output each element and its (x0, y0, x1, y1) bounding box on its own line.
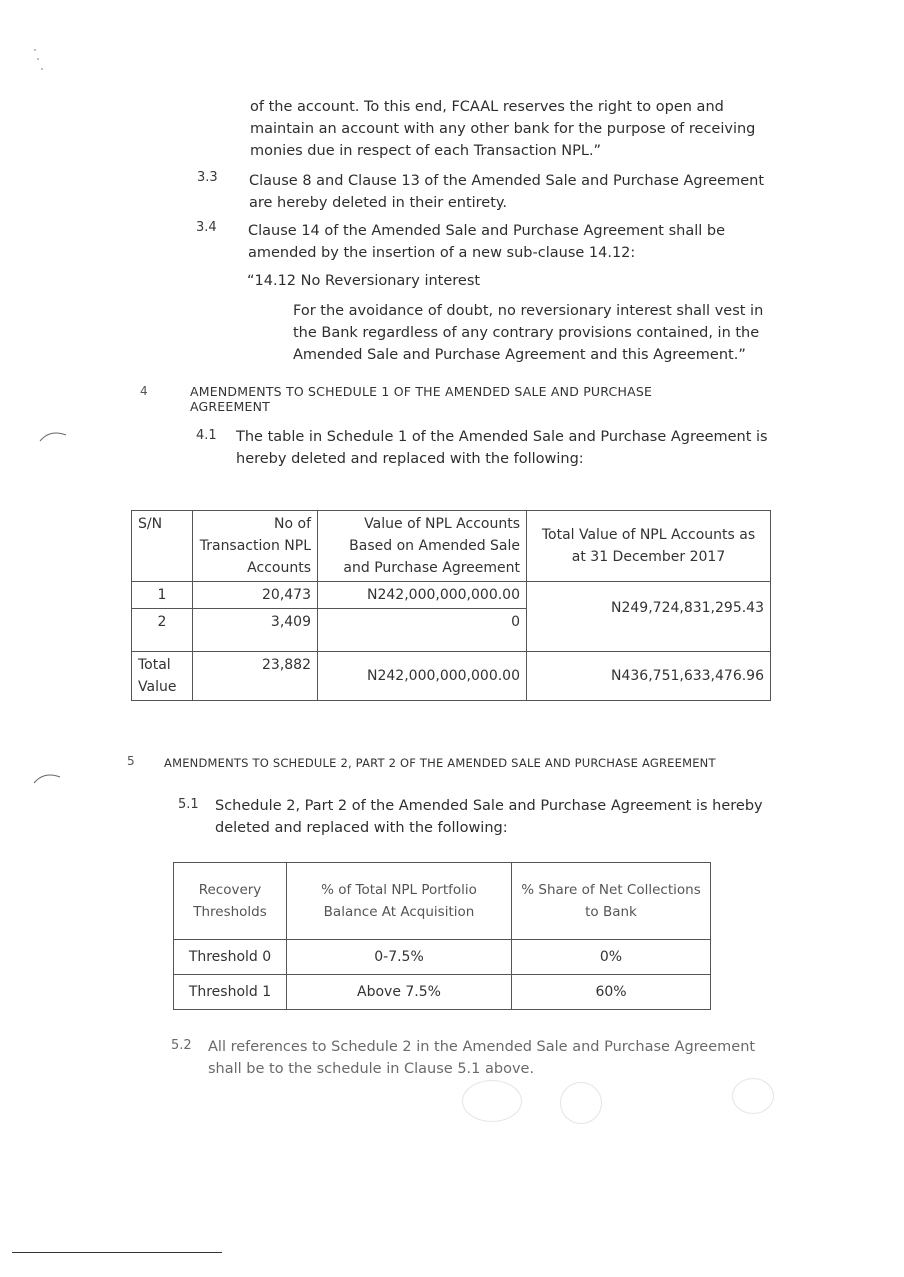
table-row (174, 975, 711, 1010)
row-1-total-value: N249,724,831,295.43 (527, 582, 771, 652)
header-recovery-thresholds: Recovery Thresholds (174, 863, 287, 940)
margin-mark-2 (32, 770, 62, 789)
initial-mark-3 (732, 1078, 774, 1114)
total-npl-value: N242,000,000,000.00 (318, 652, 527, 701)
schedule-1-header-row (132, 511, 771, 582)
margin-mark-2-graphic (32, 771, 62, 785)
clause-5-1-number: 5.1 (178, 797, 199, 812)
clause-5-2-number: 5.2 (171, 1038, 192, 1053)
clause-3-4-text: Clause 14 of the Amended Sale and Purchase Agreement shall be amended by the insertion of a new sub-clause 14.12: (248, 223, 726, 261)
schedule-1-table (131, 510, 771, 701)
clause-3-3-text: Clause 8 and Clause 13 of the Amended Sale and Purchase Agreement are hereby deleted in their entirety. (249, 173, 765, 211)
header-net-collections-share: % Share of Net Collections to Bank (512, 863, 711, 940)
schedule-2-header-row (174, 863, 711, 940)
threshold-0-label: Threshold 0 (174, 940, 287, 975)
clause-5-1-text: Schedule 2, Part 2 of the Amended Sale and Purchase Agreement is hereby deleted and replaced with the following: (215, 798, 763, 836)
header-total-value: Total Value of NPL Accounts as at 31 December 2017 (527, 511, 771, 582)
scan-specks (30, 45, 50, 75)
intro-paragraph: of the account. To this end, FCAAL reserves the right to open and maintain an account with any other bank for the purpose of receiving monies due in respect of each Transaction NPL.” (250, 99, 756, 159)
row-1-count: 20,473 (193, 582, 318, 609)
section-4-heading: AMENDMENTS TO SCHEDULE 1 OF THE AMENDED SALE AND PURCHASE AGREEMENT (190, 384, 653, 414)
header-npl-value: Value of NPL Accounts Based on Amended Sale and Purchase Agreement (318, 511, 527, 582)
row-1-sn: 1 (132, 582, 193, 609)
threshold-1-label: Threshold 1 (174, 975, 287, 1010)
section-5-heading: AMENDMENTS TO SCHEDULE 2, PART 2 OF THE AMENDED SALE AND PURCHASE AGREEMENT (164, 756, 716, 770)
margin-mark-1-graphic (38, 429, 68, 443)
subclause-14-12-title: “14.12 No Reversionary interest (247, 273, 481, 289)
row-2-count: 3,409 (193, 609, 318, 652)
row-1-npl-value: N242,000,000,000.00 (318, 582, 527, 609)
initial-mark-2 (560, 1082, 602, 1124)
section-5-number: 5 (127, 754, 135, 768)
threshold-0-share: 0% (512, 940, 711, 975)
header-portfolio-balance: % of Total NPL Portfolio Balance At Acquisition (287, 863, 512, 940)
clause-4-1-number: 4.1 (196, 428, 217, 443)
header-transaction-count: No of Transaction NPL Accounts (193, 511, 318, 582)
table-row (174, 940, 711, 975)
clause-3-4-number: 3.4 (196, 220, 217, 235)
schedule-2-table (173, 862, 711, 1010)
threshold-0-balance: 0-7.5% (287, 940, 512, 975)
clause-4-1-text: The table in Schedule 1 of the Amended Sale and Purchase Agreement is hereby deleted and replaced with the following: (236, 429, 768, 467)
footer-rule (12, 1252, 222, 1253)
clause-5-2-text: All references to Schedule 2 in the Amended Sale and Purchase Agreement shall be to the schedule in Clause 5.1 above. (208, 1039, 756, 1077)
header-sn: S/N (132, 511, 193, 582)
grand-total-value: N436,751,633,476.96 (527, 652, 771, 701)
subclause-14-12-text: For the avoidance of doubt, no reversionary interest shall vest in the Bank regardless of any contrary provisions contained, in the Amended Sale and Purchase Agreement and this Agreement.” (293, 303, 764, 363)
row-2-sn: 2 (132, 609, 193, 652)
threshold-1-share: 60% (512, 975, 711, 1010)
table-row (132, 582, 771, 609)
scan-specks-graphic (30, 45, 50, 75)
section-4-number: 4 (140, 384, 148, 398)
total-label: Total Value (132, 652, 193, 701)
total-count: 23,882 (193, 652, 318, 701)
total-row (132, 652, 771, 701)
clause-3-3-number: 3.3 (197, 170, 218, 185)
margin-mark-1 (38, 428, 68, 447)
threshold-1-balance: Above 7.5% (287, 975, 512, 1010)
row-2-npl-value: 0 (318, 609, 527, 652)
initial-mark-1 (462, 1080, 522, 1122)
